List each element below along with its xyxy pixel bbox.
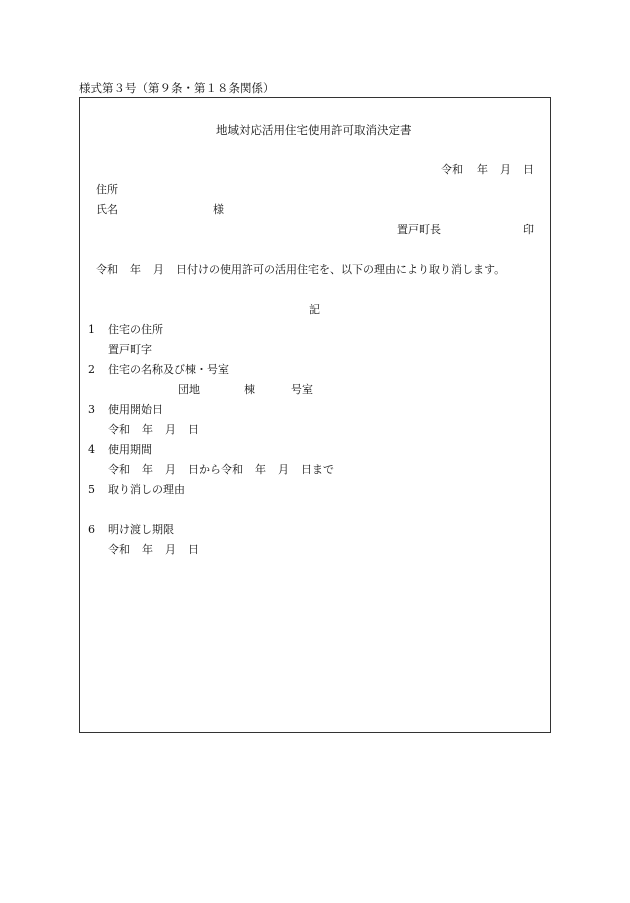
item-6-value: 令和 年 月 日 (108, 543, 199, 556)
issue-date (441, 163, 534, 177)
item-1-number: 1 (88, 323, 95, 336)
honorific: 様 (213, 203, 224, 216)
date-day: 日 (523, 163, 534, 176)
issuer-title: 置戸町長 (397, 223, 441, 236)
item-5-number: 5 (88, 483, 95, 496)
date-month: 月 (500, 163, 511, 176)
item-2-label: 住宅の名称及び棟・号室 (108, 363, 229, 376)
address-label: 住所 (96, 183, 118, 196)
item-4-label: 使用期間 (108, 443, 152, 456)
seal-mark: 印 (523, 223, 534, 236)
date-year: 年 (477, 163, 488, 176)
item-3-value: 令和 年 月 日 (108, 423, 199, 436)
item-3-number: 3 (88, 403, 95, 416)
item-3-label: 使用開始日 (108, 403, 163, 416)
item-4-number: 4 (88, 443, 95, 456)
item-4-value: 令和 年 月 日から令和 年 月 日まで (108, 463, 334, 476)
form-number: 様式第３号（第９条・第１８条関係） (79, 81, 275, 95)
item-6-number: 6 (88, 523, 95, 536)
item-6-label: 明け渡し期限 (108, 523, 174, 536)
name-label: 氏名 (96, 203, 118, 216)
item-1-value: 置戸町字 (108, 343, 152, 356)
note-heading: 記 (309, 303, 320, 316)
date-era: 令和 (441, 163, 463, 176)
item-1-label: 住宅の住所 (108, 323, 163, 336)
revocation-statement: 令和 年 月 日付けの使用許可の活用住宅を、以下の理由により取り消します。 (96, 263, 506, 276)
item-2-value: 団地 棟 号室 (178, 383, 313, 396)
item-5-label: 取り消しの理由 (108, 483, 185, 496)
document-title: 地域対応活用住宅使用許可取消決定書 (216, 123, 412, 137)
item-2-number: 2 (88, 363, 95, 376)
